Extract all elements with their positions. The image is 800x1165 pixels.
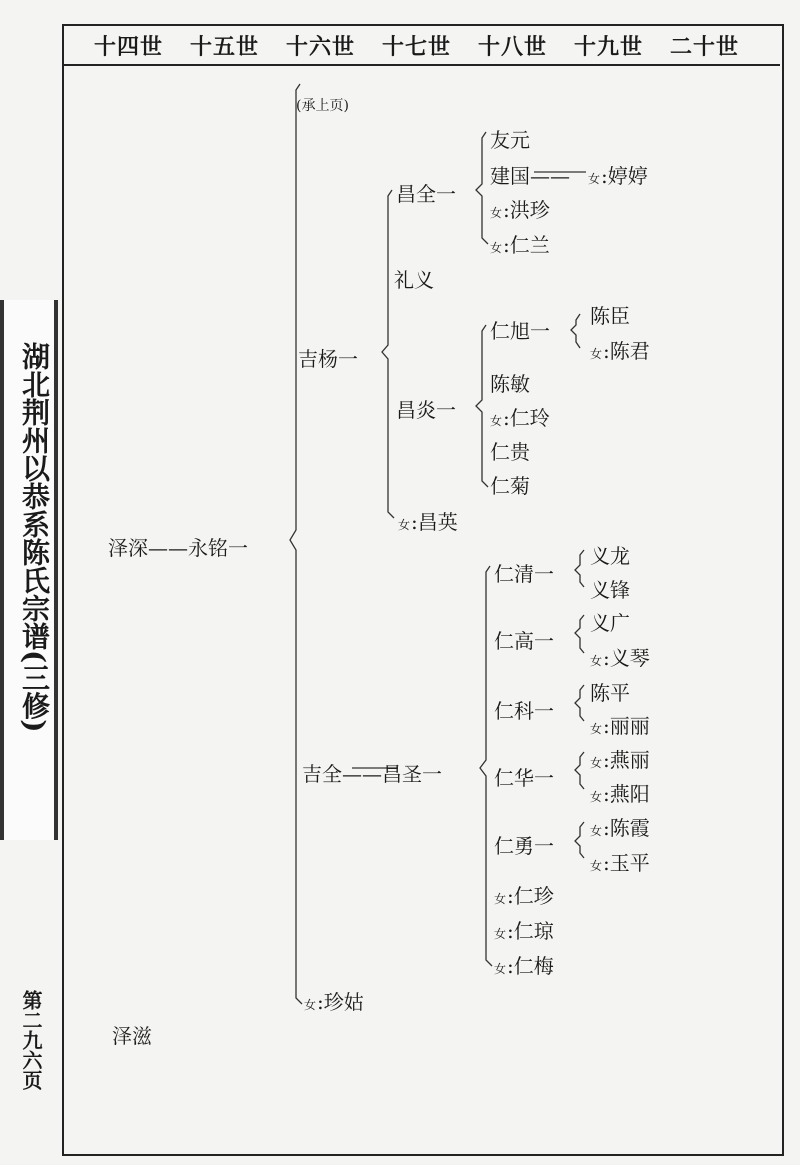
person-node: 仁高一 — [494, 629, 554, 653]
person-node: 女:珍姑 — [304, 990, 364, 1014]
person-node: 女:陈君 — [590, 339, 650, 363]
person-name: 仁玲 — [509, 406, 550, 430]
person-node: 仁贵 — [490, 440, 530, 464]
daughter-mark: 女 — [590, 654, 603, 668]
person-node: 女:义琴 — [590, 646, 650, 670]
person-node: 义广 — [590, 611, 630, 635]
person-node: 女:燕阳 — [590, 782, 650, 806]
person-name: 义琴 — [609, 646, 650, 670]
person-name: 婷婷 — [607, 164, 648, 188]
person-name: 仁梅 — [513, 954, 554, 978]
generation-label: 十七世 — [382, 34, 452, 60]
person-node: 陈臣 — [590, 304, 630, 328]
person-name: 仁琼 — [513, 919, 554, 943]
person-node: 女:仁玲 — [490, 406, 550, 430]
person-name: 珍姑 — [323, 990, 364, 1014]
daughter-mark: 女 — [590, 790, 603, 804]
person-name: 仁兰 — [509, 233, 550, 257]
person-node: 泽深——永铭一 — [108, 536, 248, 560]
person-node: 吉杨一 — [298, 347, 358, 371]
daughter-mark: 女 — [494, 962, 507, 976]
person-node: 昌炎一 — [396, 398, 456, 422]
person-node: 女:仁琼 — [494, 919, 554, 943]
person-node: 女:丽丽 — [590, 714, 650, 738]
page-number: 第二九六页 — [19, 990, 43, 1090]
daughter-mark: 女 — [494, 927, 507, 941]
person-node: 吉全——昌圣一 — [302, 762, 442, 786]
person-node: 礼义 — [394, 268, 434, 292]
person-node: 女:燕丽 — [590, 748, 650, 772]
person-name: 燕阳 — [609, 782, 650, 806]
daughter-mark: 女 — [588, 172, 601, 186]
person-node: 建国—— — [490, 164, 570, 188]
generation-label: 十五世 — [190, 34, 260, 60]
daughter-mark: 女 — [490, 206, 503, 220]
person-node: 女:洪珍 — [490, 198, 550, 222]
person-node: 仁科一 — [494, 699, 554, 723]
person-node: 陈平 — [590, 681, 630, 705]
person-node: 仁旭一 — [490, 319, 550, 343]
person-node: 仁菊 — [490, 474, 530, 498]
person-node: 女:仁珍 — [494, 884, 554, 908]
person-node: 友元 — [490, 128, 530, 152]
person-node: 女:仁兰 — [490, 233, 550, 257]
daughter-mark: 女 — [398, 518, 411, 532]
generation-label: 十八世 — [478, 34, 548, 60]
person-node: 女:玉平 — [590, 851, 650, 875]
daughter-mark: 女 — [490, 414, 503, 428]
person-name: 丽丽 — [609, 714, 650, 738]
person-node: 陈敏 — [490, 372, 530, 396]
generation-label: 二十世 — [670, 34, 740, 60]
person-node: 女:婷婷 — [588, 164, 648, 188]
daughter-mark: 女 — [590, 722, 603, 736]
person-node: 女:陈霞 — [590, 816, 650, 840]
generation-label: 十四世 — [94, 34, 164, 60]
person-name: 仁珍 — [513, 884, 554, 908]
continued-note: (承上页) — [296, 98, 349, 114]
person-node: 仁清一 — [494, 562, 554, 586]
book-title: 湖北荆州以恭系陈氏宗谱(三修) — [18, 342, 51, 733]
person-node: 仁华一 — [494, 766, 554, 790]
daughter-mark: 女 — [590, 347, 603, 361]
person-node: 仁勇一 — [494, 834, 554, 858]
person-name: 玉平 — [609, 851, 650, 875]
person-name: 陈君 — [609, 339, 650, 363]
person-name: 洪珍 — [509, 198, 550, 222]
person-node: 义锋 — [590, 578, 630, 602]
generation-label: 十六世 — [286, 34, 356, 60]
daughter-mark: 女 — [494, 892, 507, 906]
person-node: 女:仁梅 — [494, 954, 554, 978]
person-name: 陈霞 — [609, 816, 650, 840]
daughter-mark: 女 — [590, 824, 603, 838]
daughter-mark: 女 — [490, 241, 503, 255]
person-node: 昌全一 — [396, 182, 456, 206]
daughter-mark: 女 — [590, 859, 603, 873]
daughter-mark: 女 — [304, 998, 317, 1012]
person-name: 燕丽 — [609, 748, 650, 772]
person-name: 昌英 — [417, 510, 458, 534]
person-node: 女:昌英 — [398, 510, 458, 534]
daughter-mark: 女 — [590, 756, 603, 770]
person-node: 泽滋 — [112, 1024, 152, 1048]
generation-label: 十九世 — [574, 34, 644, 60]
person-node: 义龙 — [590, 544, 630, 568]
